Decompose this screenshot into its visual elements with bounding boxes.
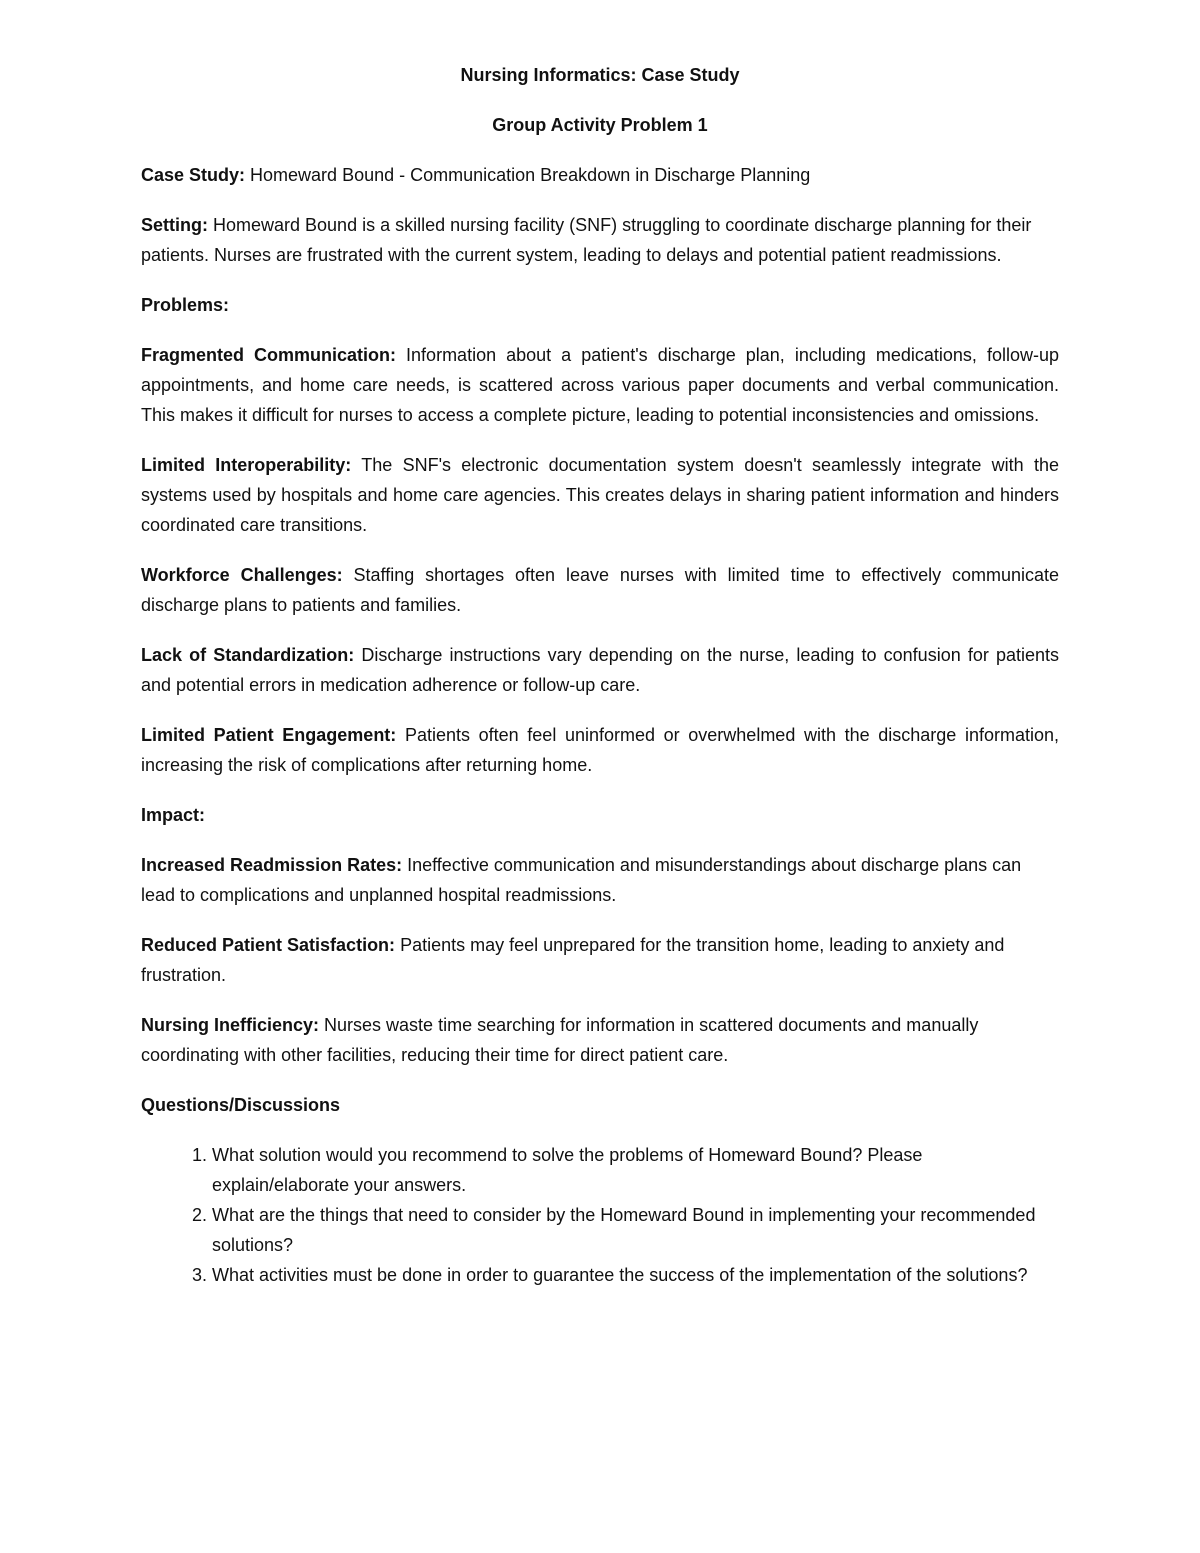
problem-label: Fragmented Communication:: [141, 345, 397, 365]
question-item: 3. What activities must be done in order to guarantee the success of the implementation of the solutions?: [212, 1260, 1059, 1290]
problem-label: Workforce Challenges:: [141, 565, 343, 585]
impact-text: Ineffective communication and misunderstandings about discharge plans can lead to complications and unplanned hospital readmissions.: [141, 855, 1022, 905]
problem-paragraph: [141, 450, 1059, 540]
impact-paragraph: [141, 1010, 1059, 1070]
problem-paragraph: [141, 340, 1059, 430]
impact-label: Reduced Patient Satisfaction:: [141, 935, 396, 955]
problems-heading: Problems:: [141, 295, 230, 315]
impact-label: Increased Readmission Rates:: [141, 855, 403, 875]
impact-text: Patients may feel unprepared for the transition home, leading to anxiety and frustration.: [141, 935, 1005, 985]
setting-label: Setting:: [141, 215, 208, 235]
impact-label: Nursing Inefficiency:: [141, 1015, 320, 1035]
problem-text: Patients often feel uninformed or overwhelmed with the discharge information, increasing the risk of complications after returning home.: [141, 725, 1060, 775]
impact-text: Nurses waste time searching for information in scattered documents and manually coordinating with other facilities, reducing their time for direct patient care.: [141, 1015, 979, 1065]
document-page: [141, 60, 1059, 1290]
case-study-label: Case Study:: [141, 165, 246, 185]
problem-paragraph: [141, 720, 1059, 780]
problem-text: Discharge instructions vary depending on the nurse, leading to confusion for patients and potential errors in medication adherence or follow-up care.: [141, 645, 1059, 695]
case-study-line: [141, 160, 1059, 190]
impact-paragraph: [141, 850, 1059, 910]
problem-label: Limited Interoperability:: [141, 455, 352, 475]
problem-text: Staffing shortages often leave nurses with limited time to effectively communicate discharge plans to patients and families.: [141, 565, 1060, 615]
document-subtitle: Group Activity Problem 1: [492, 115, 708, 135]
document-title: Nursing Informatics: Case Study: [460, 65, 740, 85]
impact-heading: Impact:: [141, 805, 206, 825]
problem-paragraph: [141, 560, 1059, 620]
problem-text: The SNF's electronic documentation system doesn't seamlessly integrate with the systems used by hospitals and home care agencies. This creates delays in sharing patient information and hinders coordinated care transitions.: [141, 455, 1059, 535]
problem-label: Limited Patient Engagement:: [141, 725, 397, 745]
setting-paragraph: [141, 210, 1059, 270]
problem-text: Information about a patient's discharge plan, including medications, follow-up appointments, and home care needs, is scattered across various paper documents and verbal communication. This makes it difficult for nurses to access a complete picture, leading to potential inconsistencies and omissions.: [141, 345, 1059, 425]
questions-heading: Questions/Discussions: [141, 1095, 341, 1115]
question-item: 1. What solution would you recommend to solve the problems of Homeward Bound? Please explain/elaborate your answers.: [212, 1140, 1059, 1200]
question-item: 2. What are the things that need to consider by the Homeward Bound in implementing your recommended solutions?: [212, 1200, 1059, 1260]
questions-list: [141, 1140, 1059, 1290]
case-study-text: Homeward Bound - Communication Breakdown in Discharge Planning: [245, 165, 811, 185]
problem-paragraph: [141, 640, 1059, 700]
impact-paragraph: [141, 930, 1059, 990]
setting-text: Homeward Bound is a skilled nursing facility (SNF) struggling to coordinate discharge planning for their patients. Nurses are frustrated with the current system, leading to delays and potential patient readmissions.: [141, 215, 1032, 265]
problem-label: Lack of Standardization:: [141, 645, 355, 665]
